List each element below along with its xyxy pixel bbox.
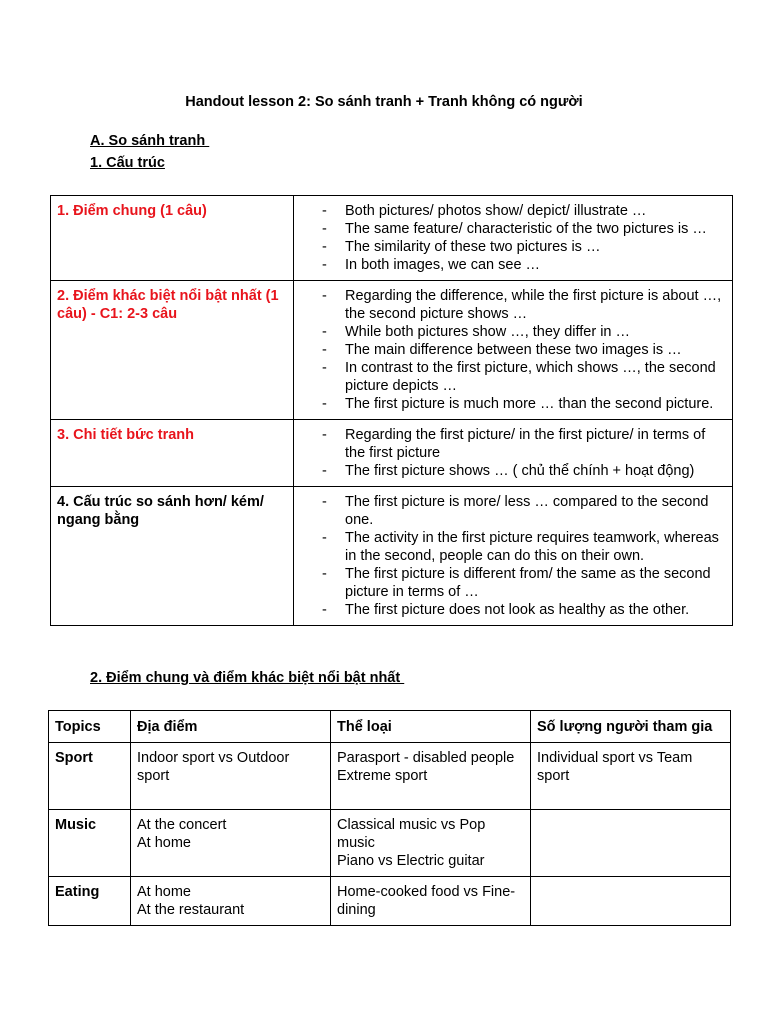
cell-line: At the concert: [137, 817, 227, 833]
table-header-row: [49, 711, 731, 743]
cell-line: Parasport - disabled people: [337, 750, 515, 766]
structure-table: [50, 195, 733, 626]
table-row: [51, 281, 733, 420]
participants-cell: [531, 743, 731, 810]
list-item: - The similarity of these two pictures is …: [318, 238, 724, 256]
genre-cell: [331, 877, 531, 926]
row-label: 4. Cấu trúc so sánh hơn/ kém/ ngang bằng: [51, 487, 294, 626]
row-label: 3. Chi tiết bức tranh: [51, 420, 294, 487]
genre-cell: [331, 810, 531, 877]
list-item: - The first picture shows … ( chủ thể chính + hoạt động): [318, 462, 724, 480]
list-item: - Regarding the difference, while the first picture is about …, the second picture shows …: [318, 287, 724, 323]
cell-line: Home-cooked food vs Fine-dining: [337, 884, 516, 918]
table-row: [49, 810, 731, 877]
cell-line: At home: [137, 884, 191, 900]
column-header-topics: Topics: [49, 711, 131, 743]
cell-line: At the restaurant: [137, 902, 245, 918]
list-item: - The first picture is more/ less … compared to the second one.: [318, 493, 724, 529]
column-header-place: Địa điểm: [131, 711, 331, 743]
topics-table: [48, 710, 731, 926]
cell-line: Extreme sport: [337, 768, 428, 784]
list-item: - The first picture is much more … than the second picture.: [318, 395, 724, 413]
phrase-list: [318, 202, 724, 274]
participants-cell: [531, 877, 731, 926]
topic-cell: Sport: [49, 743, 131, 810]
place-cell: [131, 877, 331, 926]
place-cell: [131, 743, 331, 810]
place-cell: [131, 810, 331, 877]
table-row: [49, 743, 731, 810]
table-row: [51, 487, 733, 626]
topic-cell: Eating: [49, 877, 131, 926]
section-1-heading: 1. Cấu trúc: [90, 155, 165, 171]
list-item: - In contrast to the first picture, which shows …, the second picture depicts …: [318, 359, 724, 395]
list-item: - The main difference between these two images is …: [318, 341, 724, 359]
row-label: 2. Điểm khác biệt nổi bật nhất (1 câu) - C1: 2-3 câu: [51, 281, 294, 420]
list-item: - The first picture is different from/ the same as the second picture in terms of …: [318, 565, 724, 601]
list-item: - The same feature/ characteristic of the two pictures is …: [318, 220, 724, 238]
list-item: - The activity in the first picture requires teamwork, whereas in the second, people can do this on their own.: [318, 529, 724, 565]
section-a-heading: A. So sánh tranh: [90, 133, 210, 149]
column-header-genre: Thể loại: [331, 711, 531, 743]
cell-line: Piano vs Electric guitar: [337, 853, 485, 869]
list-item: - The first picture does not look as healthy as the other.: [318, 601, 724, 619]
list-item: - Regarding the first picture/ in the first picture/ in terms of the first picture: [318, 426, 724, 462]
list-item: - While both pictures show …, they differ in …: [318, 323, 724, 341]
table-row: [49, 877, 731, 926]
phrase-list: [318, 426, 724, 480]
page-title: Handout lesson 2: So sánh tranh + Tranh không có người: [185, 94, 583, 110]
genre-cell: [331, 743, 531, 810]
list-item: - In both images, we can see …: [318, 256, 724, 274]
section-2-heading: 2. Điểm chung và điểm khác biệt nổi bật nhất: [90, 670, 405, 686]
topic-cell: Music: [49, 810, 131, 877]
table-row: [51, 420, 733, 487]
phrase-list: [318, 287, 724, 413]
cell-line: At home: [137, 835, 191, 851]
list-item: - Both pictures/ photos show/ depict/ illustrate …: [318, 202, 724, 220]
cell-line: Indoor sport vs Outdoor sport: [137, 750, 290, 784]
participants-cell: [531, 810, 731, 877]
cell-line: Classical music vs Pop music: [337, 817, 486, 851]
cell-line: Individual sport vs Team sport: [537, 750, 693, 784]
column-header-participants: Số lượng người tham gia: [531, 711, 731, 743]
table-row: [51, 196, 733, 281]
row-label: 1. Điểm chung (1 câu): [51, 196, 294, 281]
phrase-list: [318, 493, 724, 619]
